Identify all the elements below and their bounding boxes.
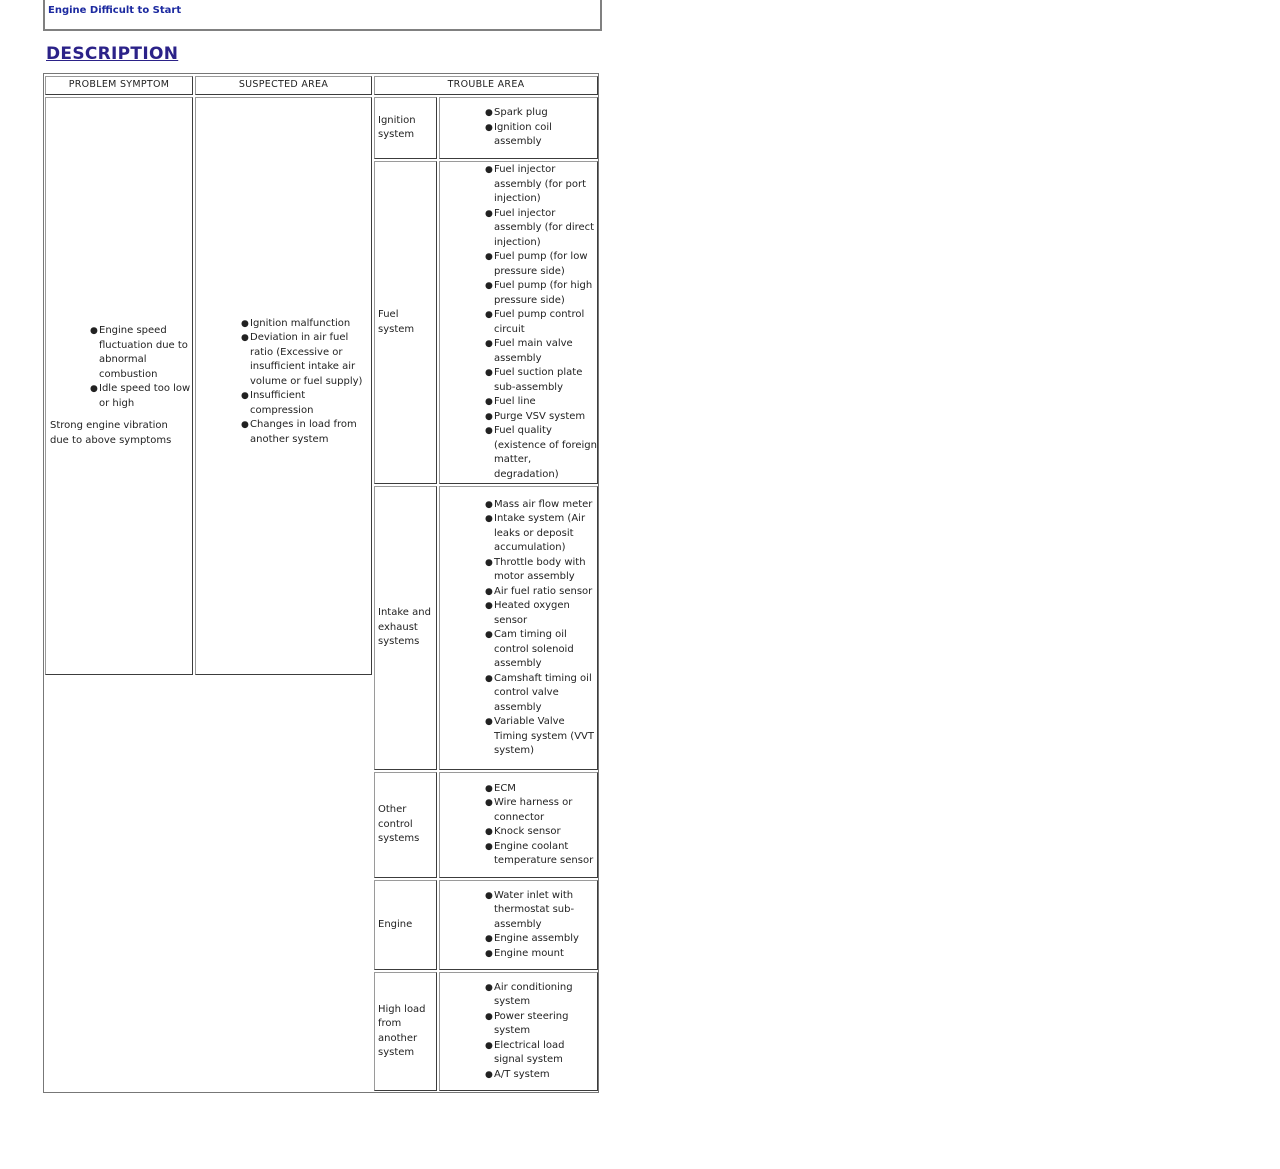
list-item: ● Engine mount <box>485 947 564 959</box>
list-item: ● Fuel main valve assembly <box>485 338 573 364</box>
list-item: ● Intake system (Air leaks or deposit accumulation) <box>485 513 586 553</box>
trouble-area-label-text: Fuel system <box>378 309 415 335</box>
trouble-area-list <box>440 163 597 482</box>
list-item: ● A/T system <box>485 1068 550 1080</box>
header-trouble-area-label: TROUBLE AREA <box>447 79 525 91</box>
list-item: ● Throttle body with motor assembly <box>485 556 586 582</box>
trouble-area-label-high-load <box>374 972 437 1091</box>
list-item: ● Ignition coil assembly <box>485 121 552 148</box>
list-item: ● Changes in load from another system <box>241 419 357 445</box>
header-trouble-area <box>374 76 598 95</box>
list-item: ● Deviation in air fuel ratio (Excessive or insufficient intake air volume or fuel supply) <box>241 332 363 387</box>
header-box <box>43 0 602 31</box>
list-item: ● Mass air flow meter <box>485 498 593 510</box>
header-suspected-area <box>195 76 372 95</box>
engine-difficult-to-start-link[interactable]: Engine Difficult to Start <box>48 5 182 16</box>
list-item: ● Variable Valve Timing system (VVT system) <box>485 716 594 756</box>
trouble-area-list <box>440 889 597 962</box>
trouble-area-list <box>440 782 597 869</box>
list-item: ● Engine speed fluctuation due to abnormal combustion <box>90 325 188 380</box>
header-suspected-area-label: SUSPECTED AREA <box>238 79 329 91</box>
header-problem-symptom-label: PROBLEM SYMPTOM <box>68 79 170 91</box>
trouble-area-items-intake-exhaust <box>439 486 598 770</box>
trouble-area-label-text: Engine <box>378 918 413 930</box>
problem-symptom-list <box>46 324 192 411</box>
list-item: ● Fuel pump control circuit <box>485 309 585 335</box>
trouble-area-items-ignition <box>439 97 598 159</box>
trouble-area-items-engine <box>439 880 598 970</box>
list-item: ● Power steering system <box>485 1010 569 1037</box>
trouble-area-label-other-control <box>374 772 437 878</box>
trouble-area-label-text: Other control systems <box>378 804 420 845</box>
trouble-area-label-engine <box>374 880 437 970</box>
trouble-area-items-fuel <box>439 161 598 484</box>
list-item: ● Engine assembly <box>485 933 579 945</box>
list-item: ● Engine coolant temperature sensor <box>485 840 594 866</box>
list-item: ● Water inlet with thermostat sub-assembly <box>485 889 575 930</box>
list-item: ● Fuel injector assembly (for direct injection) <box>485 207 595 248</box>
suspected-area-cell <box>195 97 372 675</box>
trouble-area-items-high-load <box>439 972 598 1091</box>
list-item: ● Fuel line <box>485 396 536 407</box>
trouble-area-label-ignition <box>374 97 437 159</box>
trouble-area-items-other-control <box>439 772 598 878</box>
trouble-area-list <box>440 981 597 1083</box>
problem-symptom-note: Strong engine vibration due to above symptoms <box>50 420 172 446</box>
list-item: ● Air conditioning system <box>485 981 573 1008</box>
list-item: ● Ignition malfunction <box>241 317 351 329</box>
list-item: ● Fuel suction plate sub-assembly <box>485 367 583 393</box>
trouble-area-label-text: High load from another system <box>378 1003 426 1058</box>
trouble-area-label-intake-exhaust <box>374 486 437 770</box>
list-item: ● Insufficient compression <box>241 390 314 416</box>
list-item: ● Spark plug <box>485 107 548 119</box>
list-item: ● Air fuel ratio sensor <box>485 585 593 597</box>
list-item: ● Fuel pump (for low pressure side) <box>485 251 588 277</box>
list-item: ● Fuel quality (existence of foreign matter, degradation) <box>485 425 597 480</box>
list-item: ● Cam timing oil control solenoid assembly <box>485 629 574 669</box>
list-item: ● Camshaft timing oil control valve assembly <box>485 672 592 713</box>
suspected-area-list <box>196 317 371 448</box>
section-title: DESCRIPTION <box>46 44 179 64</box>
trouble-area-label-fuel <box>374 161 437 484</box>
header-problem-symptom <box>45 76 193 95</box>
trouble-area-list <box>440 498 597 759</box>
list-item: ● Electrical load signal system <box>485 1039 565 1066</box>
trouble-area-label-text: Ignition system <box>378 114 416 140</box>
list-item: ● Purge VSV system <box>485 410 586 422</box>
list-item: ● Fuel injector assembly (for port injection) <box>485 164 586 204</box>
trouble-area-label-text: Intake and exhaust systems <box>378 607 431 648</box>
list-item: ● Wire harness or connector <box>485 797 573 823</box>
list-item: ● Fuel pump (for high pressure side) <box>485 280 593 306</box>
trouble-area-list <box>440 106 597 150</box>
list-item: ● Heated oxygen sensor <box>485 600 570 626</box>
list-item: ● Idle speed too low or high <box>90 383 191 409</box>
problem-symptom-cell <box>45 97 193 675</box>
list-item: ● ECM <box>485 782 516 794</box>
list-item: ● Knock sensor <box>485 826 561 837</box>
